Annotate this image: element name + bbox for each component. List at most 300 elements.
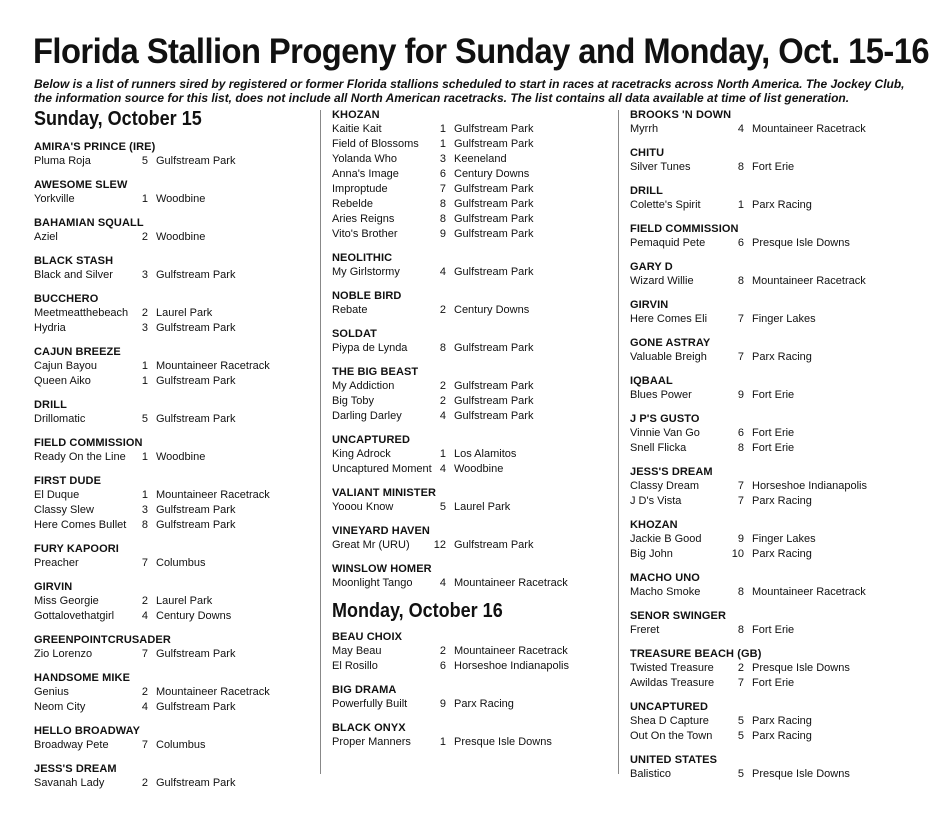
runner-row [630, 312, 910, 327]
race-number: 1 [737, 199, 744, 211]
racetrack: Woodbine [156, 451, 206, 463]
racetrack: Parx Racing [752, 730, 812, 742]
runner-row [630, 236, 910, 251]
runner-row [332, 576, 612, 591]
runner-name: Queen Aiko [34, 375, 91, 387]
runner-row [332, 379, 612, 394]
runner-row [630, 494, 910, 509]
runner-name: Hydria [34, 322, 66, 334]
runner-row [34, 359, 314, 374]
sire-name: BROOKS 'N DOWN [630, 109, 732, 121]
sire-name: FIELD COMMISSION [630, 223, 739, 235]
sire-name: UNCAPTURED [332, 434, 410, 446]
sire-group [34, 345, 314, 389]
race-number: 6 [439, 660, 446, 672]
racetrack: Mountaineer Racetrack [454, 645, 568, 657]
intro-paragraph: Below is a list of runners sired by registered or former Florida stallions scheduled to start in races at racetracks across North America. The Jockey Club, the information source for this list, does not include all North American racetracks. The list contains all data available at time of list generation. [34, 77, 905, 105]
sire-name: GARY D [630, 261, 673, 273]
race-number: 9 [439, 228, 446, 240]
race-number: 9 [439, 698, 446, 710]
racetrack: Gulfstream Park [156, 519, 236, 531]
runner-name: Jackie B Good [630, 533, 702, 545]
race-number: 7 [141, 557, 148, 569]
runner-row [630, 479, 910, 494]
runner-row [34, 230, 314, 245]
sire-group [34, 216, 314, 245]
runner-row [332, 227, 612, 242]
sire-group [630, 260, 910, 289]
race-number: 2 [141, 595, 148, 607]
runner-name: Neom City [34, 701, 86, 713]
racetrack: Columbus [156, 557, 206, 569]
sire-name: WINSLOW HOMER [332, 563, 432, 575]
runner-name: Drillomatic [34, 413, 86, 425]
runner-row [332, 197, 612, 212]
runner-name: Preacher [34, 557, 79, 569]
runner-name: May Beau [332, 645, 382, 657]
racetrack: Mountaineer Racetrack [752, 123, 866, 135]
sire-group [630, 222, 910, 251]
runner-row [630, 160, 910, 175]
racetrack: Laurel Park [156, 595, 213, 607]
racetrack: Woodbine [156, 231, 206, 243]
race-number: 2 [141, 686, 148, 698]
runner-name: Out On the Town [630, 730, 713, 742]
race-number: 8 [439, 213, 446, 225]
sire-group [34, 254, 314, 283]
runner-name: Rebate [332, 304, 368, 316]
race-number: 4 [439, 463, 446, 475]
runner-row [630, 676, 910, 691]
race-number: 8 [737, 161, 744, 173]
runner-name: Zio Lorenzo [34, 648, 93, 660]
racetrack: Gulfstream Park [156, 322, 236, 334]
runner-name: Aziel [34, 231, 58, 243]
runner-name: Cajun Bayou [34, 360, 97, 372]
sire-name: BUCCHERO [34, 293, 99, 305]
sire-group [34, 671, 314, 715]
sire-name: MACHO UNO [630, 572, 700, 584]
sire-group [332, 486, 612, 515]
runner-row [630, 767, 910, 782]
runner-name: Meetmeatthebeach [34, 307, 129, 319]
sire-group [630, 374, 910, 403]
racetrack: Los Alamitos [454, 448, 517, 460]
runner-row [34, 609, 314, 624]
runner-name: El Rosillo [332, 660, 378, 672]
runner-row [34, 306, 314, 321]
column-divider [618, 110, 619, 774]
runner-row [332, 500, 612, 515]
runner-name: Silver Tunes [630, 161, 691, 173]
sire-group [34, 292, 314, 336]
runner-row [332, 122, 612, 137]
runner-row [34, 268, 314, 283]
sire-name: GREENPOINTCRUSADER [34, 634, 171, 646]
sire-name: HANDSOME MIKE [34, 672, 131, 684]
runner-row [630, 661, 910, 676]
racetrack: Gulfstream Park [454, 395, 534, 407]
runner-row [34, 738, 314, 753]
runner-name: My Girlstormy [332, 266, 400, 278]
sire-name: BIG DRAMA [332, 684, 397, 696]
racetrack: Gulfstream Park [156, 375, 236, 387]
race-number: 5 [439, 501, 446, 513]
racetrack: Century Downs [156, 610, 232, 622]
sire-group [630, 336, 910, 365]
sire-group [332, 433, 612, 477]
racetrack: Gulfstream Park [454, 213, 534, 225]
runner-name: Kaitie Kait [332, 123, 382, 135]
sire-name: NOBLE BIRD [332, 290, 402, 302]
runner-row [34, 503, 314, 518]
sire-group [630, 518, 910, 562]
sire-name: DRILL [630, 185, 663, 197]
runner-name: El Duque [34, 489, 80, 501]
runner-name: King Adrock [332, 448, 391, 460]
racetrack: Parx Racing [752, 495, 812, 507]
race-number: 7 [737, 313, 744, 325]
racetrack: Mountaineer Racetrack [156, 489, 270, 501]
race-number: 3 [141, 322, 148, 334]
race-number: 1 [141, 451, 148, 463]
racetrack: Gulfstream Park [454, 183, 534, 195]
sire-name: DRILL [34, 399, 67, 411]
sire-group [332, 524, 612, 553]
runner-row [34, 518, 314, 533]
sire-name: FIRST DUDE [34, 475, 101, 487]
sire-group [630, 146, 910, 175]
runner-name: Ready On the Line [34, 451, 126, 463]
runner-row [630, 441, 910, 456]
racetrack: Woodbine [454, 463, 504, 475]
runner-row [34, 647, 314, 662]
runner-row [630, 198, 910, 213]
runner-row [630, 532, 910, 547]
racetrack: Parx Racing [752, 548, 812, 560]
racetrack: Parx Racing [752, 715, 812, 727]
runner-name: Great Mr (URU) [332, 539, 410, 551]
runner-name: Proper Manners [332, 736, 411, 748]
runner-row [332, 341, 612, 356]
race-number: 7 [141, 648, 148, 660]
racetrack: Gulfstream Park [454, 380, 534, 392]
racetrack: Horseshoe Indianapolis [454, 660, 569, 672]
runner-name: Shea D Capture [630, 715, 709, 727]
runner-name: Black and Silver [34, 269, 113, 281]
sire-name: GIRVIN [34, 581, 73, 593]
runner-name: Aries Reigns [332, 213, 395, 225]
runner-row [630, 585, 910, 600]
runner-row [332, 167, 612, 182]
runner-row [332, 659, 612, 674]
sire-name: AWESOME SLEW [34, 179, 128, 191]
sire-group [34, 542, 314, 571]
runner-name: Yooou Know [332, 501, 394, 513]
race-number: 1 [439, 138, 446, 150]
runner-row [34, 450, 314, 465]
sire-name: CAJUN BREEZE [34, 346, 121, 358]
race-number: 4 [141, 701, 148, 713]
runner-name: Yolanda Who [332, 153, 398, 165]
race-number: 3 [141, 504, 148, 516]
runner-row [34, 594, 314, 609]
runner-name: Uncaptured Moment [332, 463, 432, 475]
racetrack: Woodbine [156, 193, 206, 205]
race-number: 3 [439, 153, 446, 165]
race-number: 1 [141, 360, 148, 372]
sire-name: TREASURE BEACH (GB) [630, 648, 762, 660]
runner-row [332, 265, 612, 280]
runner-row [34, 488, 314, 503]
race-number: 2 [141, 307, 148, 319]
racetrack: Gulfstream Park [454, 198, 534, 210]
runner-name: Myrrh [630, 123, 659, 135]
runner-row [332, 462, 612, 477]
sire-group [332, 327, 612, 356]
runner-name: Here Comes Eli [630, 313, 708, 325]
runner-row [332, 152, 612, 167]
racetrack: Columbus [156, 739, 206, 751]
sire-group [630, 412, 910, 456]
column-middle [332, 108, 612, 759]
race-number: 4 [439, 577, 446, 589]
runner-name: Genius [34, 686, 69, 698]
runner-name: Valuable Breigh [630, 351, 707, 363]
racetrack: Gulfstream Park [454, 228, 534, 240]
sire-name: CHITU [630, 147, 665, 159]
runner-name: Rebelde [332, 198, 373, 210]
race-number: 7 [737, 351, 744, 363]
race-number: 6 [439, 168, 446, 180]
sire-group [34, 140, 314, 169]
sire-name: UNCAPTURED [630, 701, 708, 713]
runner-name: Balistico [630, 768, 671, 780]
sire-name: IQBAAL [630, 375, 673, 387]
runner-name: Moonlight Tango [332, 577, 413, 589]
runner-name: Piypa de Lynda [332, 342, 408, 354]
sire-name: BLACK ONYX [332, 722, 406, 734]
racetrack: Gulfstream Park [454, 342, 534, 354]
sire-name: KHOZAN [630, 519, 678, 531]
race-number: 8 [439, 198, 446, 210]
race-number: 10 [731, 548, 744, 560]
sire-group [34, 580, 314, 624]
race-number: 2 [737, 662, 744, 674]
runner-name: Darling Darley [332, 410, 402, 422]
runner-name: Big John [630, 548, 673, 560]
sire-group [332, 721, 612, 750]
sire-name: HELLO BROADWAY [34, 725, 141, 737]
sire-name: BEAU CHOIX [332, 631, 403, 643]
racetrack: Fort Erie [752, 624, 795, 636]
racetrack: Gulfstream Park [156, 648, 236, 660]
sire-group [630, 108, 910, 137]
racetrack: Gulfstream Park [454, 123, 534, 135]
sire-name: SENOR SWINGER [630, 610, 727, 622]
runner-name: Macho Smoke [630, 586, 701, 598]
runner-name: Pemaquid Pete [630, 237, 706, 249]
racetrack: Gulfstream Park [156, 269, 236, 281]
runner-row [630, 729, 910, 744]
runner-row [34, 412, 314, 427]
race-number: 7 [439, 183, 446, 195]
runner-name: Awildas Treasure [630, 677, 715, 689]
sire-group [332, 251, 612, 280]
racetrack: Fort Erie [752, 161, 795, 173]
runner-row [34, 321, 314, 336]
racetrack: Gulfstream Park [454, 539, 534, 551]
runner-name: Pluma Roja [34, 155, 91, 167]
sire-name: BAHAMIAN SQUALL [34, 217, 144, 229]
runner-name: Snell Flicka [630, 442, 687, 454]
runner-name: J D's Vista [630, 495, 682, 507]
runner-name: Improptude [332, 183, 388, 195]
racetrack: Presque Isle Downs [752, 662, 850, 674]
runner-row [34, 192, 314, 207]
sire-group [34, 633, 314, 662]
race-number: 2 [439, 645, 446, 657]
race-number: 7 [141, 739, 148, 751]
racetrack: Mountaineer Racetrack [454, 577, 568, 589]
runner-name: Vinnie Van Go [630, 427, 700, 439]
racetrack: Presque Isle Downs [454, 736, 552, 748]
runner-row [630, 426, 910, 441]
day-heading: Monday, October 16 [332, 600, 503, 622]
runner-row [630, 350, 910, 365]
runner-row [34, 685, 314, 700]
racetrack: Century Downs [454, 304, 530, 316]
race-number: 9 [737, 389, 744, 401]
racetrack: Laurel Park [454, 501, 511, 513]
sire-group [34, 436, 314, 465]
runner-row [630, 714, 910, 729]
race-number: 6 [737, 237, 744, 249]
runner-row [332, 137, 612, 152]
sire-name: JESS'S DREAM [34, 763, 117, 775]
runner-name: Blues Power [630, 389, 692, 401]
racetrack: Presque Isle Downs [752, 768, 850, 780]
sire-name: FIELD COMMISSION [34, 437, 143, 449]
racetrack: Parx Racing [752, 351, 812, 363]
sire-group [34, 178, 314, 207]
sire-name: AMIRA'S PRINCE (IRE) [34, 141, 156, 153]
race-number: 4 [737, 123, 744, 135]
racetrack: Mountaineer Racetrack [156, 686, 270, 698]
racetrack: Fort Erie [752, 427, 795, 439]
sire-name: NEOLITHIC [332, 252, 393, 264]
sire-group [630, 298, 910, 327]
runner-row [332, 212, 612, 227]
race-number: 2 [439, 380, 446, 392]
race-number: 1 [439, 736, 446, 748]
race-number: 2 [141, 231, 148, 243]
column-divider [320, 110, 321, 774]
race-number: 12 [433, 539, 446, 551]
racetrack: Gulfstream Park [156, 413, 236, 425]
racetrack: Finger Lakes [752, 533, 816, 545]
race-number: 2 [439, 395, 446, 407]
runner-row [34, 154, 314, 169]
sire-name: KHOZAN [332, 109, 380, 121]
runner-name: Twisted Treasure [630, 662, 714, 674]
race-number: 1 [141, 489, 148, 501]
runner-row [332, 182, 612, 197]
sire-group [630, 465, 910, 509]
runner-name: Classy Slew [34, 504, 94, 516]
sire-name: THE BIG BEAST [332, 366, 419, 378]
runner-name: Gottalovethatgirl [34, 610, 115, 622]
racetrack: Gulfstream Park [156, 504, 236, 516]
runner-row [332, 409, 612, 424]
runner-name: Powerfully Built [332, 698, 408, 710]
runner-name: Yorkville [34, 193, 75, 205]
sire-group [34, 762, 314, 791]
day-heading: Sunday, October 15 [34, 108, 202, 130]
runner-name: Savanah Lady [34, 777, 105, 789]
sire-name: J P'S GUSTO [630, 413, 700, 425]
race-number: 5 [737, 768, 744, 780]
race-number: 2 [439, 304, 446, 316]
racetrack: Gulfstream Park [454, 138, 534, 150]
racetrack: Parx Racing [454, 698, 514, 710]
sire-group [630, 609, 910, 638]
racetrack: Gulfstream Park [454, 410, 534, 422]
sire-group [630, 647, 910, 691]
race-number: 6 [737, 427, 744, 439]
sire-group [630, 184, 910, 213]
runner-name: Wizard Willie [630, 275, 694, 287]
runner-row [34, 776, 314, 791]
race-number: 8 [141, 519, 148, 531]
race-number: 8 [439, 342, 446, 354]
race-number: 7 [737, 480, 744, 492]
sire-name: JESS'S DREAM [630, 466, 713, 478]
sire-group [630, 753, 910, 782]
runner-row [332, 697, 612, 712]
runner-name: Big Toby [332, 395, 374, 407]
racetrack: Laurel Park [156, 307, 213, 319]
runner-name: Here Comes Bullet [34, 519, 127, 531]
runner-row [332, 447, 612, 462]
sire-group [332, 562, 612, 591]
race-number: 4 [439, 266, 446, 278]
racetrack: Presque Isle Downs [752, 237, 850, 249]
runner-row [630, 274, 910, 289]
racetrack: Gulfstream Park [156, 155, 236, 167]
race-number: 5 [737, 715, 744, 727]
runner-name: Vito's Brother [332, 228, 398, 240]
sire-group [332, 630, 612, 674]
column-sunday [34, 108, 314, 800]
runner-name: Freret [630, 624, 660, 636]
runner-row [332, 644, 612, 659]
sire-group [34, 724, 314, 753]
race-number: 1 [141, 193, 148, 205]
sire-group [332, 683, 612, 712]
racetrack: Mountaineer Racetrack [752, 586, 866, 598]
race-number: 7 [737, 495, 744, 507]
race-number: 8 [737, 586, 744, 598]
runner-name: Colette's Spirit [630, 199, 701, 211]
race-number: 8 [737, 624, 744, 636]
column-monday [630, 108, 910, 791]
race-number: 1 [439, 123, 446, 135]
race-number: 1 [439, 448, 446, 460]
race-number: 5 [737, 730, 744, 742]
sire-group [332, 108, 612, 242]
runner-row [630, 547, 910, 562]
